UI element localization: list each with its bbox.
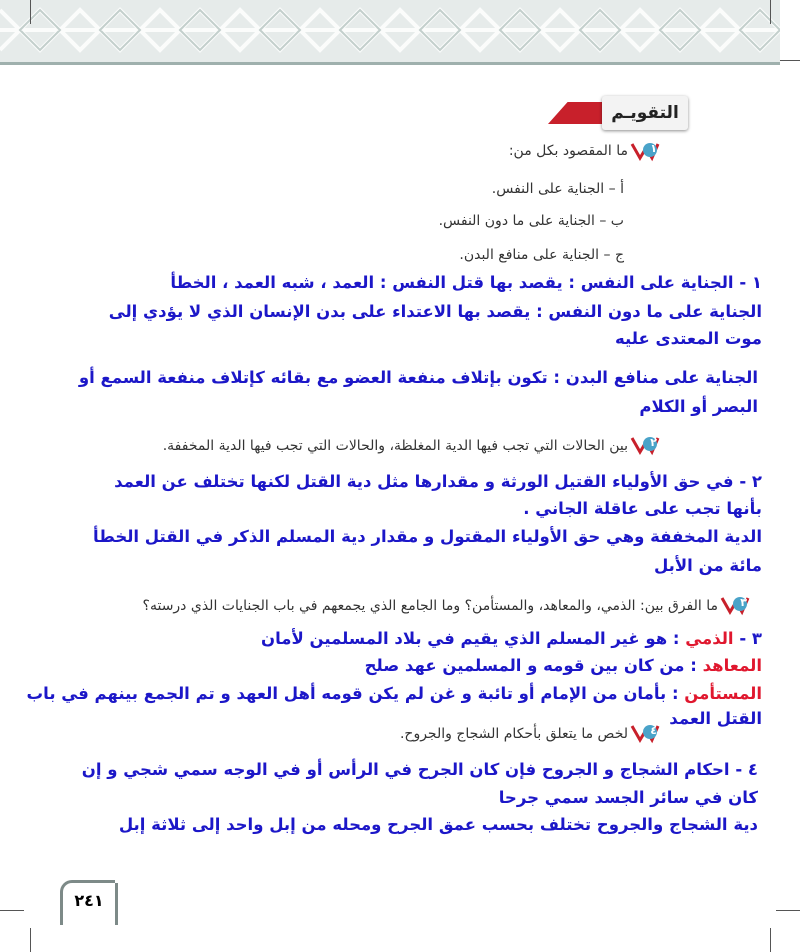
answer-line [261, 629, 762, 648]
crop-mark [30, 928, 31, 952]
answer-line: الدية المخففة وهي حق الأولياء المقتول و مقدار دية المسلم الذكر في القتل الخطأ [93, 527, 762, 546]
question-item: أ – الجناية على النفس. [491, 181, 624, 197]
crop-mark [30, 0, 31, 24]
answer-line: مائة من الأبل [653, 556, 762, 575]
question-item: ب – الجناية على ما دون النفس. [438, 213, 624, 229]
term-dhimmi: الذمي [685, 629, 734, 648]
answer-line: ٢ - في حق الأولياء القتيل الورثة و مقدارها مثل دية القتل لكنها تختلف عن العمد [114, 472, 762, 491]
crop-mark [770, 928, 771, 952]
question-item: ج – الجناية على منافع البدن. [459, 247, 624, 263]
answer-line: ٤ - احكام الشجاج و الجروح فإن كان الجرح في الرأس أو في الوجه سمي شجي و إن [81, 760, 758, 779]
section-title: التقويـم [602, 96, 688, 130]
answer-line [27, 684, 762, 703]
question-prompt: بين الحالات التي تجب فيها الدية المغلظة، والحالات التي تجب فيها الدية المخففة. [162, 438, 628, 454]
question-number: ٤ [650, 724, 657, 737]
geometric-pattern [0, 0, 780, 62]
answer-line: الجناية على منافع البدن : تكون بإتلاف منفعة العضو مع بقائه كإتلاف منفعة السمع أو [78, 368, 758, 387]
term-muahid: المعاهد [702, 656, 762, 675]
term-definition: : هو غير المسلم الذي يقيم في بلاد المسلمين لأمان [261, 629, 686, 648]
answer-line: ١ - الجناية على النفس : يقصد بها قتل النفس : العمد ، شبه العمد ، الخطأ [170, 273, 762, 292]
answer-line: البصر أو الكلام [639, 397, 758, 416]
answer-line: بأنها تجب على عاقلة الجاني . [523, 499, 762, 518]
answer-line: القتل العمد [669, 709, 762, 728]
term-definition: : بأمان من الإمام أو تائبة و غن لم يكن قومه أهل العهد و تم الجمع بينهم في باب [26, 684, 685, 703]
answer-line [365, 656, 762, 675]
question-prompt: لخص ما يتعلق بأحكام الشجاج والجروح. [399, 726, 628, 742]
crop-mark [776, 910, 800, 911]
question-number-icon [630, 434, 660, 456]
question-number-icon [630, 722, 660, 744]
answer-line: كان في سائر الجسد سمي جرحا [498, 788, 758, 807]
decorative-banner [0, 0, 780, 65]
question-prompt: ما المقصود بكل من: [508, 143, 628, 159]
answer-prefix: ٣ - [733, 629, 762, 648]
page-number: ٢٤١ [60, 880, 115, 925]
question-prompt: ما الفرق بين: الذمي، والمعاهد، والمستأمن؟ وما الجامع الذي يجمعهم في باب الجنايات الذي درسته؟ [142, 598, 718, 614]
crop-mark [770, 0, 771, 24]
answer-line: موت المعتدى عليه [615, 329, 762, 348]
term-definition: : من كان بين قومه و المسلمين عهد صلح [364, 656, 703, 675]
answer-line: الجناية على ما دون النفس : يقصد بها الاعتداء على بدن الإنسان الذي لا يؤدي إلى [108, 302, 762, 321]
question-number: ٣ [740, 596, 747, 609]
question-number-icon [720, 594, 750, 616]
question-number: ١ [650, 142, 657, 155]
crop-mark [780, 60, 800, 61]
answer-line: دية الشجاج والجروح تختلف بحسب عمق الجرح ومحله من إبل واحد إلى ثلاثة إبل [118, 815, 758, 834]
section-header [548, 96, 688, 130]
crop-mark [0, 910, 24, 911]
question-number: ٢ [650, 436, 657, 449]
term-mustamin: المستأمن [684, 684, 762, 703]
question-number-icon [630, 140, 660, 162]
